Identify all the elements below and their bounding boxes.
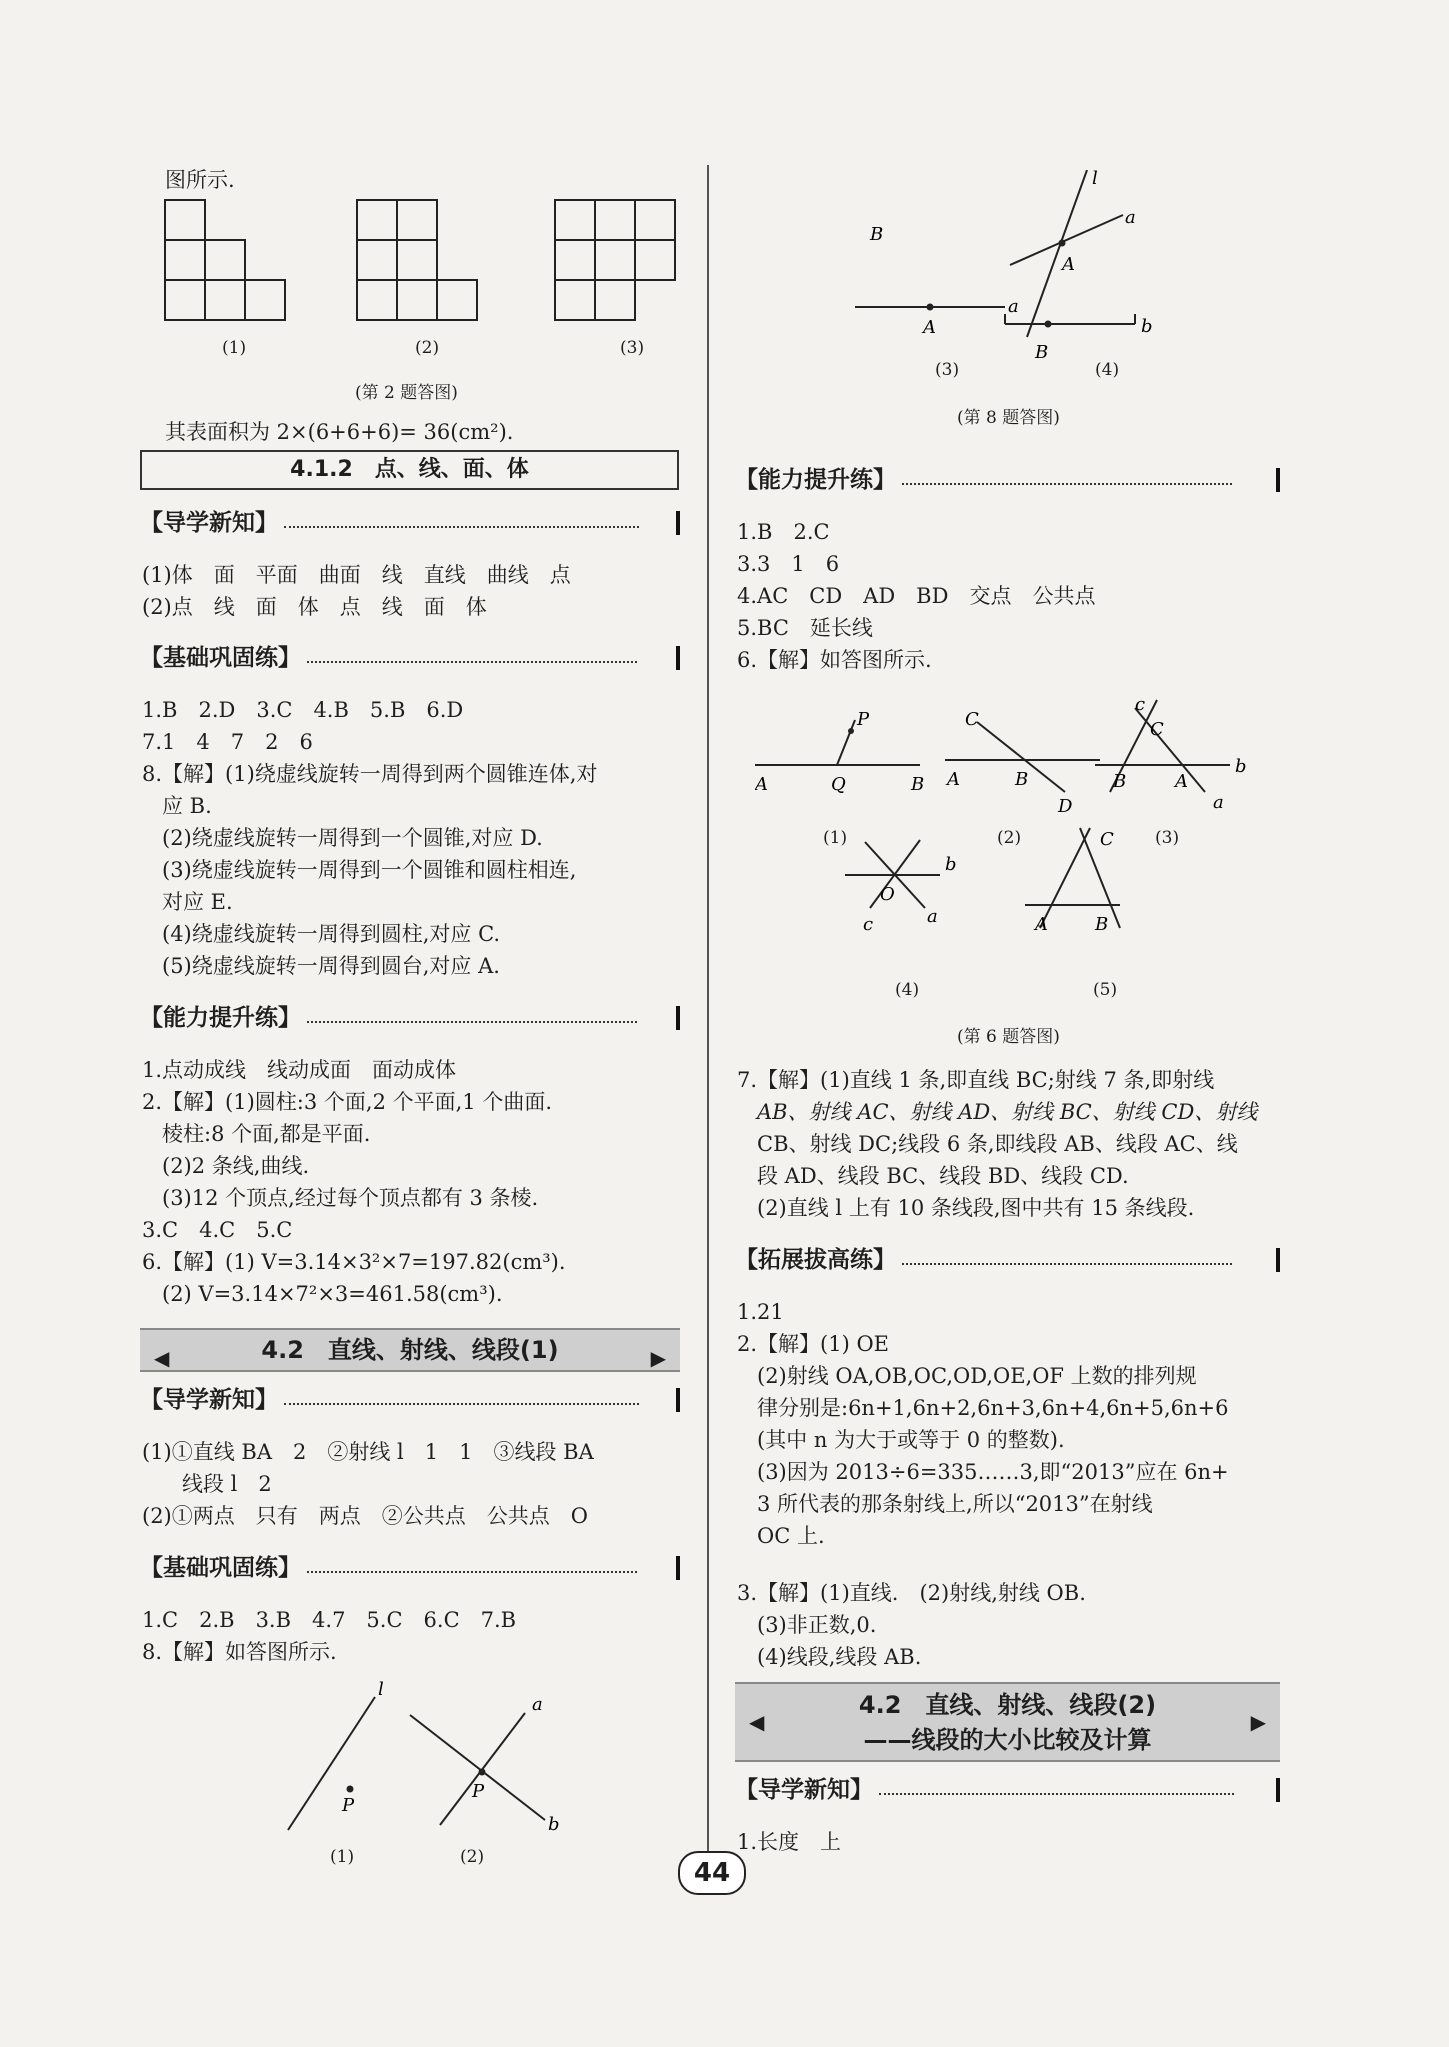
answer-line: 7.1 4 7 2 6 bbox=[142, 730, 313, 754]
fig6-label-5: (5) bbox=[1093, 980, 1118, 1000]
section-header-label: 【能力提升练】 bbox=[735, 467, 896, 493]
section-header-label: 【导学新知】 bbox=[140, 510, 278, 536]
fig6-caption: (第 6 题答图) bbox=[957, 1027, 1060, 1047]
answer-line: (2)点 线 面 体 点 线 面 体 bbox=[142, 595, 487, 619]
answer-line: 2.【解】(1)圆柱:3 个面,2 个平面,1 个曲面. bbox=[142, 1090, 552, 1114]
fig8-pt-B: B bbox=[870, 224, 884, 245]
answer-line: 3.C 4.C 5.C bbox=[142, 1218, 293, 1242]
answer-line: (3)非正数,0. bbox=[757, 1613, 877, 1637]
fig2-label-2: (2) bbox=[415, 338, 440, 358]
answer-line: (4)绕虚线旋转一周得到圆柱,对应 C. bbox=[162, 922, 501, 946]
section-header-label: 【拓展拔高练】 bbox=[735, 1247, 896, 1273]
answer-line: 3 所代表的那条射线上,所以“2013”在射线 bbox=[757, 1492, 1153, 1516]
banner-title: 4.2 直线、射线、线段(1) bbox=[261, 1336, 559, 1364]
fig8-label-4: (4) bbox=[1095, 360, 1120, 380]
fig6-label-2: (2) bbox=[997, 828, 1022, 848]
answer-line: 1.点动成线 线动成面 面动成体 bbox=[142, 1058, 457, 1082]
fig6-pt: c bbox=[1135, 694, 1146, 715]
answer-line: 对应 E. bbox=[162, 890, 233, 914]
fig6-pt: B bbox=[1015, 769, 1029, 790]
section-header-tuozhan bbox=[735, 1242, 1280, 1278]
fig6-pt: B bbox=[911, 774, 925, 795]
answer-line: (2)绕虚线旋转一周得到一个圆锥,对应 D. bbox=[162, 826, 543, 850]
answer-line: 1.21 bbox=[737, 1300, 784, 1324]
answer-line: 3.【解】(1)直线. (2)射线,射线 OB. bbox=[737, 1581, 1086, 1605]
fig8-pt-a: a bbox=[1125, 207, 1136, 228]
section-header-jichu-1 bbox=[140, 640, 680, 676]
fig8-pt-l: l bbox=[1092, 170, 1098, 189]
fig2-caption: (第 2 题答图) bbox=[355, 383, 458, 403]
fig6-label-4: (4) bbox=[895, 980, 920, 1000]
answer-line: 应 B. bbox=[162, 794, 212, 818]
answer-line: 1.B 2.C bbox=[737, 520, 830, 544]
answer-line: 4.AC CD AD BD 交点 公共点 bbox=[737, 584, 1096, 608]
answer-line: (1)体 面 平面 曲面 线 直线 曲线 点 bbox=[142, 563, 571, 587]
fig8-label-1: (1) bbox=[330, 1847, 355, 1867]
fig8-pt-a2: a bbox=[1008, 296, 1019, 317]
fig8-pt-P1: P bbox=[342, 1795, 355, 1816]
answer-line: 6.【解】如答图所示. bbox=[737, 648, 932, 672]
answer-line: 2.【解】(1) OE bbox=[737, 1332, 890, 1356]
section-header-label: 【导学新知】 bbox=[735, 1777, 873, 1803]
answer-line: AB、射线 AC、射线 AD、射线 BC、射线 CD、射线 bbox=[757, 1100, 1258, 1124]
answer-line: 7.【解】(1)直线 1 条,即直线 BC;射线 7 条,即射线 bbox=[737, 1068, 1215, 1092]
fig6-pt: P bbox=[857, 709, 870, 730]
fig2-label-3: (3) bbox=[620, 338, 645, 358]
right-triangle-icon: ▶ bbox=[650, 1346, 666, 1370]
fig6-pt: C bbox=[1150, 719, 1164, 740]
fig6-pt: a bbox=[1213, 792, 1224, 813]
answer-line: (3)因为 2013÷6=335……3,即“2013”应在 6n+ bbox=[757, 1460, 1229, 1484]
banner-4-2-part1 bbox=[140, 1328, 680, 1372]
fig8-pt-A2: A bbox=[1062, 254, 1075, 275]
section-header-daoxue-2 bbox=[140, 1382, 680, 1418]
fig2-3-grid bbox=[555, 200, 595, 240]
fig6-pt: A bbox=[947, 769, 960, 790]
answer-line: 律分别是:6n+1,6n+2,6n+3,6n+4,6n+5,6n+6 bbox=[757, 1396, 1229, 1420]
left-triangle-icon: ◀ bbox=[154, 1346, 170, 1370]
fig8-pt-P2: P bbox=[472, 1781, 485, 1802]
answer-line: 棱柱:8 个面,都是平面. bbox=[162, 1122, 371, 1146]
section-header-nengli-1 bbox=[140, 1000, 680, 1036]
fig6-pt: D bbox=[1058, 796, 1073, 817]
page-number: 44 bbox=[678, 1851, 746, 1895]
fig2-2-grid bbox=[357, 200, 397, 240]
answer-line: (其中 n 为大于或等于 0 的整数). bbox=[757, 1428, 1065, 1452]
fig8-pt-b: b bbox=[548, 1814, 560, 1835]
answer-line: 1.长度 上 bbox=[737, 1830, 842, 1854]
fig6-pt: Q bbox=[831, 774, 846, 795]
surface-area-text: 其表面积为 2×(6+6+6)= 36(cm²). bbox=[165, 420, 514, 444]
section-header-nengli-2 bbox=[735, 462, 1280, 498]
banner-title-line2: ——线段的大小比较及计算 bbox=[863, 1726, 1152, 1754]
fig8-label-3: (3) bbox=[935, 360, 960, 380]
fig6-label-3: (3) bbox=[1155, 828, 1180, 848]
fig8-answer-figure-left bbox=[270, 1675, 590, 1845]
fig8-pt-a: a bbox=[532, 1694, 543, 1715]
answer-line: OC 上. bbox=[757, 1524, 825, 1548]
banner-title-line1: 4.2 直线、射线、线段(2) bbox=[858, 1691, 1157, 1719]
section-header-label: 【基础巩固练】 bbox=[140, 645, 301, 671]
fig8-caption: (第 8 题答图) bbox=[957, 408, 1060, 428]
fig6-pt: O bbox=[880, 884, 895, 905]
fig6-pt: C bbox=[965, 709, 979, 730]
column-divider bbox=[707, 165, 709, 1885]
fig2-label-1: (1) bbox=[222, 338, 247, 358]
section-header-daoxue-1 bbox=[140, 505, 680, 541]
section-header-jichu-2 bbox=[140, 1550, 680, 1586]
fig6-label-1: (1) bbox=[823, 828, 848, 848]
fig8-answer-figure-right bbox=[855, 170, 1185, 360]
fig6-pt: a bbox=[927, 906, 938, 927]
fig6-pt: A bbox=[755, 774, 768, 795]
fig6-answer-figure bbox=[755, 690, 1280, 1020]
answer-line: (2)射线 OA,OB,OC,OD,OE,OF 上数的排列规 bbox=[757, 1364, 1197, 1388]
fig8-pt-B2: B bbox=[1035, 342, 1049, 360]
answer-line: 1.B 2.D 3.C 4.B 5.B 6.D bbox=[142, 698, 464, 722]
left-triangle-icon: ◀ bbox=[749, 1710, 765, 1734]
answer-line: 3.3 1 6 bbox=[737, 552, 840, 576]
answer-line: (4)线段,线段 AB. bbox=[757, 1645, 922, 1669]
fig8-label-2: (2) bbox=[460, 1847, 485, 1867]
section-4-1-2-title: 4.1.2 点、线、面、体 bbox=[140, 450, 679, 490]
section-header-label: 【能力提升练】 bbox=[140, 1005, 301, 1031]
fig6-pt: b bbox=[945, 854, 957, 875]
answer-line: 段 AD、线段 BC、线段 BD、线段 CD. bbox=[757, 1164, 1129, 1188]
answer-line: (2)①两点 只有 两点 ②公共点 公共点 O bbox=[142, 1504, 588, 1528]
answer-line: CB、射线 DC;线段 6 条,即线段 AB、线段 AC、线 bbox=[757, 1132, 1238, 1156]
fig6-pt: A bbox=[1035, 914, 1048, 935]
right-triangle-icon: ▶ bbox=[1250, 1710, 1266, 1734]
answer-line: 8.【解】如答图所示. bbox=[142, 1640, 337, 1664]
answer-line: 5.BC 延长线 bbox=[737, 616, 873, 640]
fig8-pt-l: l bbox=[378, 1679, 384, 1700]
answer-line: (3)12 个顶点,经过每个顶点都有 3 条棱. bbox=[162, 1186, 539, 1210]
answer-line: (2) V=3.14×7²×3=461.58(cm³). bbox=[162, 1282, 503, 1306]
answer-line: (1)①直线 BA 2 ②射线 l 1 1 ③线段 BA bbox=[142, 1440, 594, 1464]
fig6-pt: B bbox=[1095, 914, 1109, 935]
fig8-pt-b: b bbox=[1141, 316, 1153, 337]
fig6-pt: c bbox=[863, 914, 874, 935]
answer-line: (2)直线 l 上有 10 条线段,图中共有 15 条线段. bbox=[757, 1196, 1195, 1220]
answer-line: 8.【解】(1)绕虚线旋转一周得到两个圆锥连体,对 bbox=[142, 762, 598, 786]
fig6-pt: B bbox=[1113, 771, 1127, 792]
answer-line: 6.【解】(1) V=3.14×3²×7=197.82(cm³). bbox=[142, 1250, 566, 1274]
answer-line: (2)2 条线,曲线. bbox=[162, 1154, 310, 1178]
section-header-label: 【基础巩固练】 bbox=[140, 1555, 301, 1581]
fig6-pt: A bbox=[1175, 771, 1188, 792]
answer-line: (5)绕虚线旋转一周得到圆台,对应 A. bbox=[162, 954, 500, 978]
banner-4-2-part2 bbox=[735, 1682, 1280, 1762]
answer-line: (3)绕虚线旋转一周得到一个圆锥和圆柱相连, bbox=[162, 858, 577, 882]
fig6-pt: b bbox=[1235, 756, 1247, 777]
answer-line: 线段 l 2 bbox=[182, 1472, 272, 1496]
fig6-pt: C bbox=[1100, 829, 1114, 850]
fig2-answer-figure bbox=[160, 198, 680, 338]
section-header-daoxue-3 bbox=[735, 1772, 1280, 1808]
section-header-label: 【导学新知】 bbox=[140, 1387, 278, 1413]
fig2-1-grid bbox=[165, 200, 205, 240]
fig8-pt-A: A bbox=[923, 317, 936, 338]
answer-line: 1.C 2.B 3.B 4.7 5.C 6.C 7.B bbox=[142, 1608, 517, 1632]
intro-text: 图所示. bbox=[165, 168, 235, 192]
